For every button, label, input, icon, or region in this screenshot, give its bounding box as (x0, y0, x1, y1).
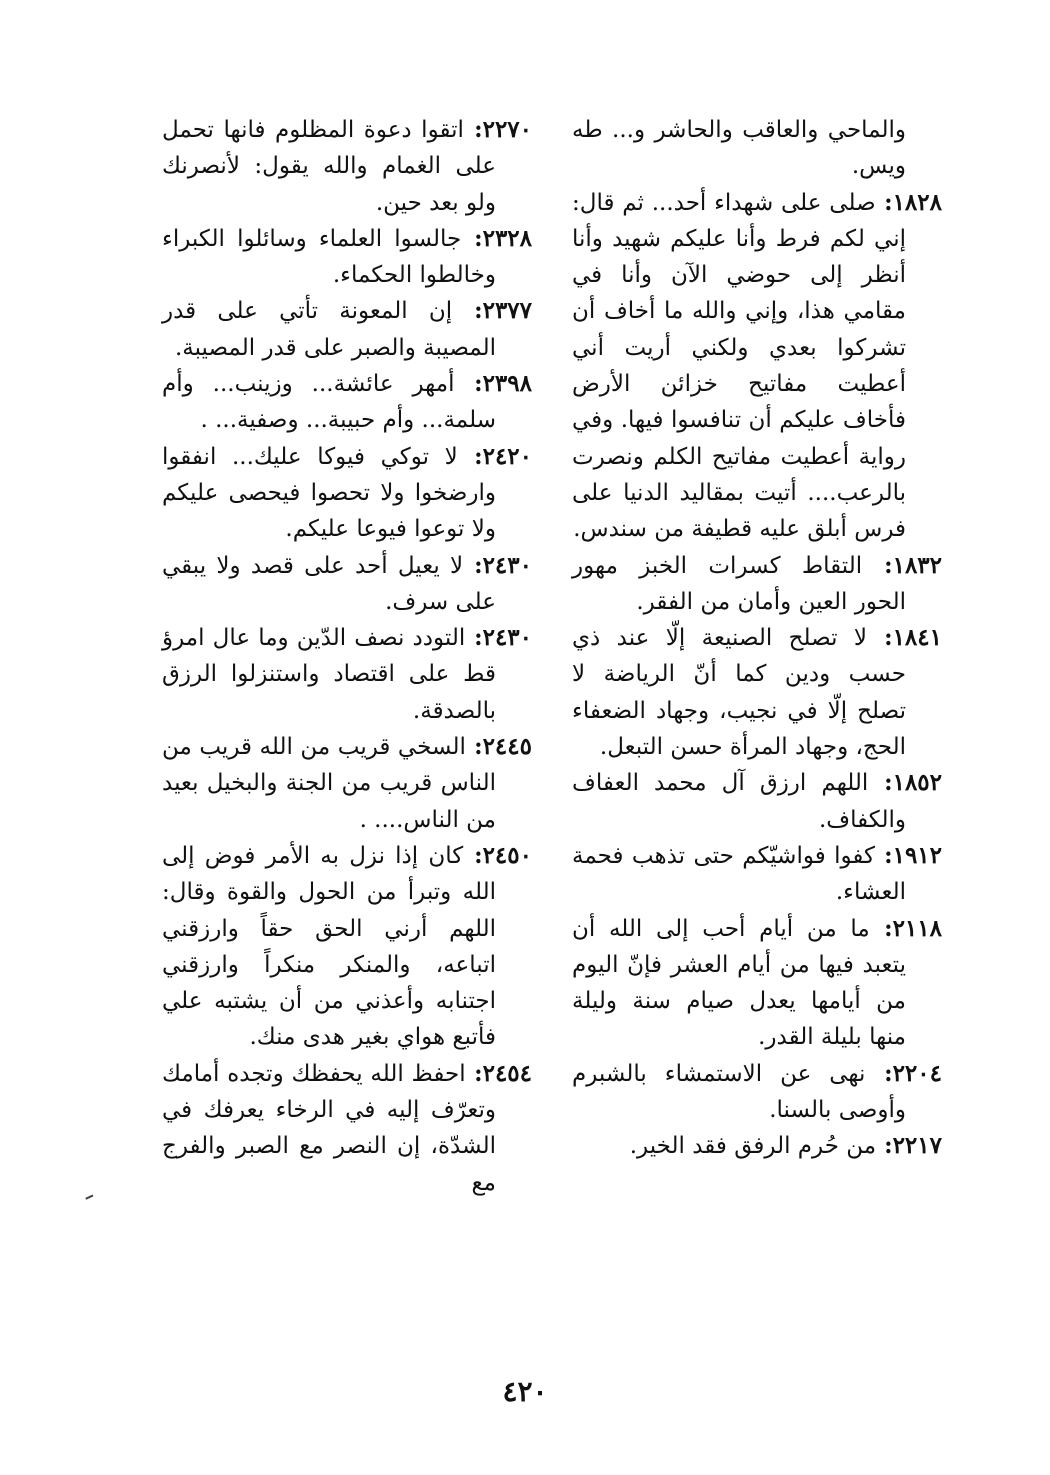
entry-separator: : (465, 1059, 483, 1087)
entry-separator: : (461, 224, 483, 252)
entry-number: ١٨٣٢ (892, 551, 943, 579)
entry-separator: : (874, 841, 893, 869)
entry-text: إن المعونة تأتي على قدر المصيبة والصبر على قدر المصيبة. (162, 298, 496, 361)
entry-text: جالسوا العلماء وسائلوا الكبراء وخالطوا الحكماء. (162, 225, 496, 289)
entry-text: كان إذا نزل به الأمر فوض إلى الله وتبرأ من الحول والقوة وقال: اللهم أرني الحق حقاً وارزقني اتباعه، والمنكر منكراً وارزقني اجتنابه وأعذني من أن يشتبه علي فأتبع هواي بغير هدى منك. (162, 842, 496, 1051)
hadith-entry (162, 620, 532, 729)
entry-number: ٢٢١٧ (892, 1132, 942, 1160)
entry-separator: : (862, 551, 893, 579)
entry-text: أمهر عائشة... وزينب... وأم سلمة... وأم حبيبة... وصفية... . (162, 371, 496, 434)
entry-separator: : (463, 841, 483, 869)
entry-number: ١٨٥٢ (892, 769, 943, 797)
entry-text: ما من أيام أحب إلى الله أن يتعبد فيها من أيام العشر فإنّ اليوم من أيامها يعدل صيام سنة وليلة منها بليلة القدر. (572, 915, 906, 1051)
continuation-text (572, 112, 942, 185)
entry-number: ٢٣٩٨ (482, 370, 532, 398)
hadith-entry (572, 548, 942, 621)
page-number: ٤٢٠ (502, 1375, 548, 1408)
entry-number: ٢٣٧٧ (482, 297, 533, 325)
entry-text: صلى على شهداء أحد... ثم قال: إني لكم فرط وأنا عليكم شهيد وأنا أنظر إلى حوضي الآن وأنا في مقامي هذا، وإني والله ما أخاف أن تشركوا بعدي ولكني أريت أني أعطيت مفاتيح خزائن الأرض فأخاف عليكم أن تنافسوا فيها. وفي رواية أعطيت مفاتيح الكلم ونصرت بالرعب.... أتيت بمقاليد الدنيا على فرس أبلق عليه قطيفة من سندس. (572, 189, 906, 543)
entry-separator: : (463, 116, 483, 143)
entry-number: ٢٤٥٠ (482, 841, 532, 869)
entry-text: اللهم ارزق آل محمد العفاف والكفاف. (572, 770, 906, 833)
hadith-entry (162, 729, 532, 838)
entry-number: ٢١١٨ (892, 914, 942, 942)
stray-ink-mark (85, 1195, 94, 1203)
entry-number: ٢٤٢٠ (482, 442, 533, 470)
hadith-entry (572, 1128, 942, 1164)
hadith-entry (162, 366, 532, 439)
hadith-entry (162, 439, 532, 548)
hadith-entry (162, 293, 532, 366)
entry-text: كفوا فواشيّكم حتى تذهب فحمة العشاء. (572, 842, 906, 906)
entry-text: التودد نصف الدّين وما عال امرؤ قط على اقتصاد واستنزلوا الرزق بالصدقة. (162, 625, 496, 724)
hadith-entry (162, 838, 532, 1056)
hadith-entry (572, 911, 942, 1056)
entry-separator: : (463, 551, 483, 579)
entry-separator: : (867, 624, 893, 652)
entry-separator: : (865, 1059, 893, 1087)
right-column (572, 112, 942, 1165)
entry-number: ٢٢٠٤ (892, 1059, 942, 1087)
hadith-entry (162, 221, 532, 294)
entry-number: ٢٣٢٨ (482, 224, 533, 252)
hadith-entry (572, 765, 942, 838)
entry-text: لا تصلح الصنيعة إلّا عند ذي حسب ودين كما أنّ الرياضة لا تصلح إلّا في نجيب، وجهاد الضعفاء الحج، وجهاد المرأة حسن التبعل. (572, 625, 906, 761)
entry-separator: : (465, 624, 483, 652)
hadith-entry (162, 112, 532, 221)
entry-number: ١٨٢٨ (892, 188, 942, 216)
hadith-entry (572, 1056, 942, 1129)
entry-text: لا يعيل أحد على قصد ولا يبقي على سرف. (162, 552, 496, 615)
entry-number: ١٨٤١ (892, 624, 942, 652)
hadith-entry (572, 185, 942, 548)
hadith-entry (162, 1056, 532, 1201)
entry-separator: : (452, 297, 483, 325)
left-column (162, 112, 532, 1201)
entry-separator: : (869, 914, 893, 942)
entry-text: لا توكي فيوكا عليك... انفقوا وارضخوا ولا تحصوا فيحصى عليكم ولا توعوا فيوعا عليكم. (162, 443, 496, 543)
hadith-entry (572, 838, 942, 911)
entry-number: ٢٢٧٠ (482, 116, 533, 143)
entry-number: ١٩١٢ (892, 841, 943, 869)
entry-separator: : (876, 1132, 893, 1160)
hadith-entry (572, 620, 942, 765)
entry-text: نهى عن الاستمشاء بالشبرم وأوصى بالسنا. (572, 1060, 906, 1124)
entry-text: من حُرم الرفق فقد الخير. (629, 1133, 877, 1160)
entry-separator: : (875, 188, 893, 216)
entry-number: ٢٤٣٠ (482, 551, 532, 579)
entry-text: اتقوا دعوة المظلوم فانها تحمل على الغمام والله يقول: لأنصرنك ولو بعد حين. (162, 117, 496, 216)
entry-separator: : (868, 769, 893, 797)
entry-text: السخي قريب من الله قريب من الناس قريب من الجنة والبخيل بعيد من الناس.... . (162, 734, 496, 833)
entry-number: ٢٤٤٥ (482, 733, 532, 761)
entry-number: ٢٤٣٠ (482, 624, 533, 652)
entry-text: احفظ الله يحفظك وتجده أمامك وتعرّف إليه في الرخاء يعرفك في الشدّة، إن النصر مع الصبر والفرج مع (162, 1060, 496, 1196)
entry-text: التقاط كسرات الخبز مهور الحور العين وأمان من الفقر. (572, 552, 906, 615)
entry-separator: : (465, 733, 483, 761)
entry-number: ٢٤٥٤ (482, 1059, 533, 1087)
entry-separator: : (457, 442, 483, 470)
entry-separator: : (454, 370, 483, 398)
hadith-entry (162, 548, 532, 621)
continuation-body: والماحي والعاقب والحاشر و... طه ويس. (572, 117, 906, 180)
